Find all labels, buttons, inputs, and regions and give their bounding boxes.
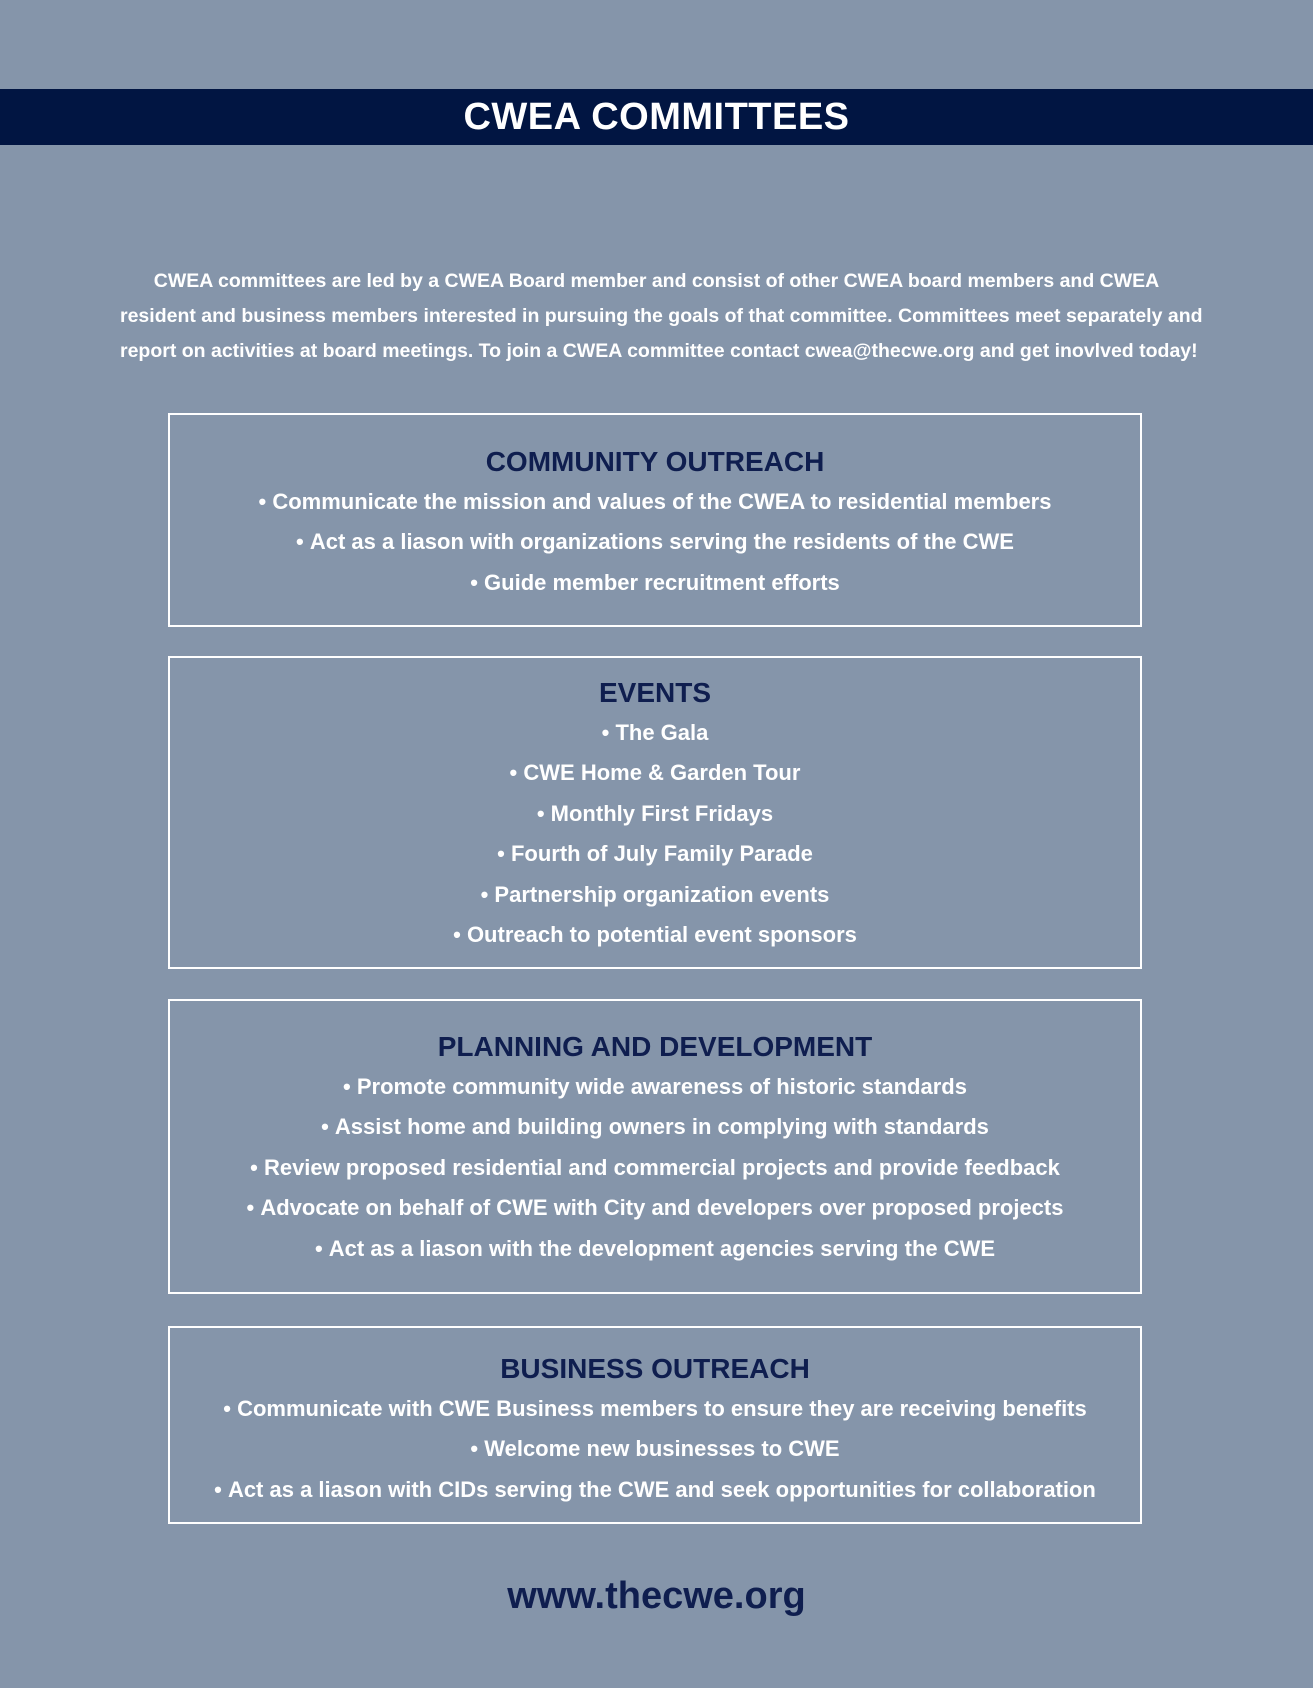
page-title: CWEA COMMITTEES [463, 95, 850, 138]
list-item: • Guide member recruitment efforts [170, 563, 1140, 603]
list-item: • Review proposed residential and commercial projects and provide feedback [170, 1148, 1140, 1188]
intro-paragraph [120, 264, 1203, 369]
list-item: • Advocate on behalf of CWE with City and developers over proposed projects [170, 1188, 1140, 1228]
intro-line: CWEA committees are led by a CWEA Board member and consist of other CWEA board members and CWEA [153, 270, 1160, 292]
list-item: • Act as a liason with the development agencies serving the CWE [170, 1229, 1140, 1269]
committee-community-outreach [168, 413, 1142, 627]
committee-planning-development [168, 999, 1142, 1294]
list-item: • Act as a liason with organizations serving the residents of the CWE [170, 522, 1140, 562]
intro-line: resident and business members interested in pursuing the goals of that committee. Committees meet separately and [120, 305, 1203, 327]
committee-business-outreach [168, 1326, 1142, 1524]
website-url: www.thecwe.org [507, 1575, 806, 1617]
committee-title: PLANNING AND DEVELOPMENT [437, 1031, 873, 1062]
committee-events [168, 656, 1142, 969]
list-item: • Communicate the mission and values of the CWEA to residential members [170, 482, 1140, 522]
title-banner [0, 89, 1313, 145]
committee-list [170, 1389, 1140, 1510]
intro-line: report on activities at board meetings. To join a CWEA committee contact cwea@thecwe.org and get inovlved today! [120, 340, 1198, 362]
committee-list [170, 1067, 1140, 1269]
committee-list [170, 482, 1140, 603]
committee-title: COMMUNITY OUTREACH [485, 446, 825, 477]
list-item: • The Gala [170, 713, 1140, 753]
committee-list [170, 713, 1140, 955]
list-item: • Communicate with CWE Business members to ensure they are receiving benefits [170, 1389, 1140, 1429]
list-item: • Monthly First Fridays [170, 794, 1140, 834]
list-item: • Outreach to potential event sponsors [170, 915, 1140, 955]
list-item: • Fourth of July Family Parade [170, 834, 1140, 874]
list-item: • Welcome new businesses to CWE [170, 1429, 1140, 1469]
list-item: • Partnership organization events [170, 875, 1140, 915]
list-item: • Assist home and building owners in complying with standards [170, 1107, 1140, 1147]
list-item: • Promote community wide awareness of historic standards [170, 1067, 1140, 1107]
list-item: • Act as a liason with CIDs serving the CWE and seek opportunities for collaboration [170, 1470, 1140, 1510]
list-item: • CWE Home & Garden Tour [170, 753, 1140, 793]
committee-title: BUSINESS OUTREACH [500, 1353, 810, 1384]
committee-title: EVENTS [598, 677, 712, 708]
